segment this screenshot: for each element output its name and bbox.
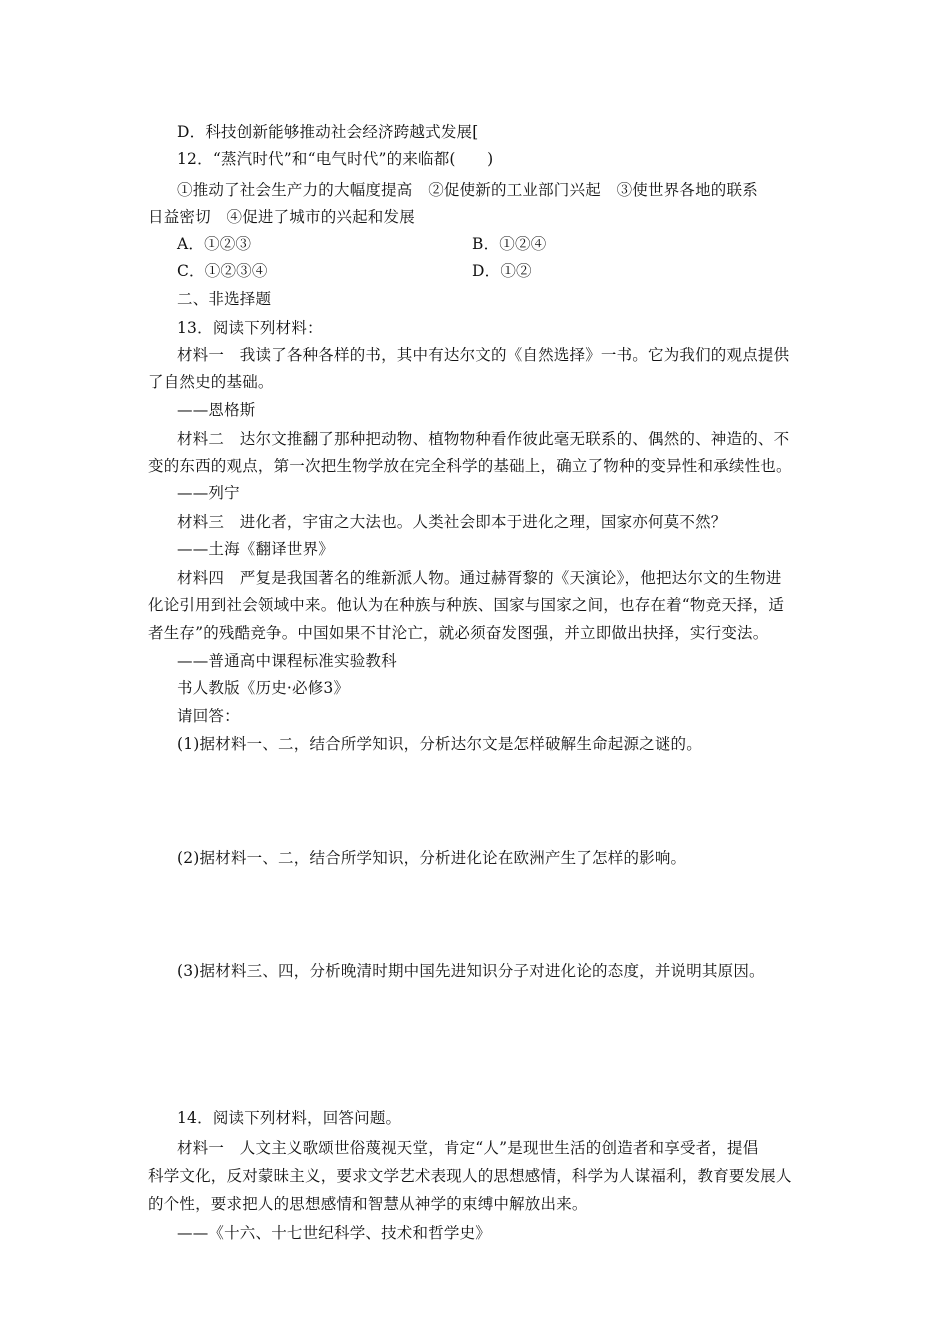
q13-subquestion-1: (1)据材料一、二，结合所学知识，分析达尔文是怎样破解生命起源之谜的。 xyxy=(177,735,702,753)
q13-material1-source: ——恩格斯 xyxy=(177,401,256,419)
section-heading: 二、非选择题 xyxy=(177,290,272,308)
q14-material1-line3: 的个性，要求把人的思想感情和智慧从神学的束缚中解放出来。 xyxy=(148,1195,588,1213)
q13-material1-line2: 了自然史的基础。 xyxy=(148,373,274,391)
q13-material3-source: ——土海《翻译世界》 xyxy=(177,540,335,558)
q13-material4-source1: ——普通高中课程标准实验教科 xyxy=(177,652,397,670)
q13-subquestion-2: (2)据材料一、二，结合所学知识，分析进化论在欧洲产生了怎样的影响。 xyxy=(177,849,687,867)
q13-material2-line1: 材料二 达尔文推翻了那种把动物、植物物种看作彼此毫无联系的、偶然的、神造的、不 xyxy=(177,430,790,448)
q12-option-a: A．①②③ xyxy=(177,235,252,253)
q13-stem: 13．阅读下列材料： xyxy=(177,319,323,337)
q13-material2-source: ——列宁 xyxy=(177,484,240,502)
q14-material1-line2: 科学文化，反对蒙昧主义，要求文学艺术表现人的思想感情，科学为人谋福利，教育要发展人 xyxy=(148,1167,792,1185)
q14-material1-source: ——《十六、十七世纪科学、技术和哲学史》 xyxy=(177,1224,492,1242)
q12-desc-line2: 日益密切 ④促进了城市的兴起和发展 xyxy=(148,208,415,226)
q13-material4-line3: 者生存”的残酷竞争。中国如果不甘沦亡，就必须奋发图强，并立即做出抉择，实行变法。 xyxy=(148,624,769,642)
q14-material1-line1: 材料一 人文主义歌颂世俗蔑视天堂，肯定“人”是现世生活的创造者和享受者，提倡 xyxy=(177,1139,759,1157)
q13-material3-line1: 材料三 进化者，宇宙之大法也。人类社会即本于进化之理，国家亦何莫不然？ xyxy=(177,513,727,531)
q13-subquestion-3: (3)据材料三、四，分析晚清时期中国先进知识分子对进化论的态度，并说明其原因。 xyxy=(177,962,765,980)
q13-material2-line2: 变的东西的观点，第一次把生物学放在完全科学的基础上，确立了物种的变异性和承续性也。 xyxy=(148,457,792,475)
q12-option-d: D．①② xyxy=(472,262,532,280)
q13-material1-line1: 材料一 我读了各种各样的书，其中有达尔文的《自然选择》一书。它为我们的观点提供 xyxy=(177,346,790,364)
q12-stem: 12．“蒸汽时代”和“电气时代”的来临都( ) xyxy=(177,150,494,168)
q12-option-c: C．①②③④ xyxy=(177,262,268,280)
q12-desc-line1: ①推动了社会生产力的大幅度提高 ②促使新的工业部门兴起 ③使世界各地的联系 xyxy=(177,181,758,199)
q13-material4-line2: 化论引用到社会领域中来。他认为在种族与种族、国家与国家之间，也存在着“物竞天择，适 xyxy=(148,596,785,614)
q13-material4-source2: 书人教版《历史·必修3》 xyxy=(177,679,350,697)
q13-material4-line1: 材料四 严复是我国著名的维新派人物。通过赫胥黎的《天演论》，他把达尔文的生物进 xyxy=(177,569,782,587)
q13-prompt: 请回答： xyxy=(177,707,240,725)
q12-option-b: B．①②④ xyxy=(472,235,547,253)
q11-option-d: D．科技创新能够推动社会经济跨越式发展[ xyxy=(177,123,479,141)
q14-stem: 14．阅读下列材料，回答问题。 xyxy=(177,1109,402,1127)
